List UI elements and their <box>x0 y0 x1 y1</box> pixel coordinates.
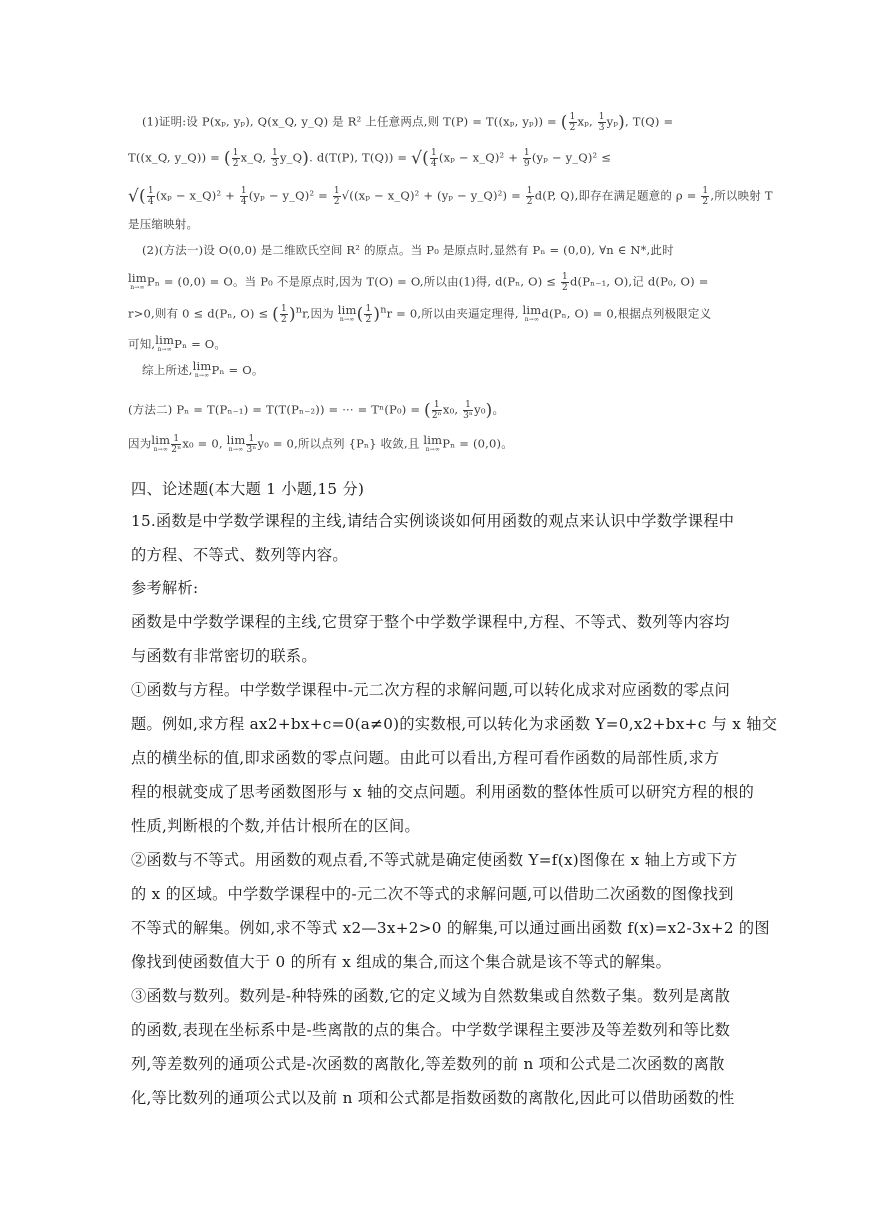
section-heading: 四、论述题(本大题 1 小题,15 分) <box>131 480 365 498</box>
answer-line: 的 x 的区域。中学数学课程中的-元二次不等式的求解问题,可以借助二次函数的图像找到 <box>131 885 734 903</box>
question-line-1: 15.函数是中学数学课程的主线,请结合实例谈谈如何用函数的观点来认识中学数学课程中 <box>131 512 735 530</box>
answer-line: 化,等比数列的通项公式以及前 n 项和公式都是指数函数的离散化,因此可以借助函数的性 <box>131 1089 735 1107</box>
answer-line: ①函数与方程。中学数学课程中-元二次方程的求解问题,可以转化成求对应函数的零点问 <box>131 681 731 699</box>
answer-line: ③函数与数列。数列是-种特殊的函数,它的定义域为自然数集或自然数子集。数列是离散 <box>131 987 731 1005</box>
answer-line: 与函数有非常密切的联系。 <box>131 647 317 665</box>
scan-line-7: r>0,则有 0 ≤ d(Pₙ, O) ≤ ( $\frac{1}{2}$ )$^n$r,因为 lim n→∞ ( $\frac{1}{2}$ )$^n$r = 0,所以由夹逼定理得, lim n→∞ d(Pₙ, O) = 0,根据点列极限定义 <box>128 302 712 325</box>
fraction: $\frac{1}{3}$ <box>598 112 605 133</box>
answer-line: 题。例如,求方程 ax2+bx+c=0(a≠0)的实数根,可以转化为求函数 Y=0,x2+bx+c 与 x 轴交 <box>131 715 778 733</box>
answer-line: 列,等差数列的通项公式是-次函数的离散化,等差数列的前 n 项和公式是二次函数的离散 <box>131 1055 725 1073</box>
fraction: $\frac{1}{2}$ <box>569 112 576 133</box>
scan-line-3: √( $\frac{1}{4}$ (xₚ − x_Q)² + $\frac{1}{4}$ (yₚ − y_Q)² = $\frac{1}{2}$ √((xₚ − x_Q)² + (yₚ − y_Q)²) = $\frac{1}{2}$ d(P, Q),即存在满足题意的 ρ = $\frac{1}{2}$ ,所以映射 T <box>128 186 773 207</box>
scan-text: (1)证明:设 P(xₚ, yₚ), Q(x_Q, y_Q) 是 R² 上任意两点,则 T(P) = T((xₚ, yₚ)) = <box>142 114 557 129</box>
scan-line-11: 因为 lim n→∞ $\frac{1}{\text{2ⁿ}}$ x₀ = 0, lim n→∞ $\frac{1}{\text{3ⁿ}}$ y₀ = 0,所以点列 {Pₙ} 收敛,且 lim n→∞ Pₙ = (0,0)。 <box>128 432 513 455</box>
scan-line-6: lim n→∞ Pₙ = (0,0) = O。当 P₀ 不是原点时,因为 T(O) = O,所以由(1)得, d(Pₙ, O) ≤ $\frac{1}{2}$ d(Pₙ₋₁, O),记 d(P₀, O) = <box>128 270 709 293</box>
answer-line: ②函数与不等式。用函数的观点看,不等式就是确定使函数 Y=f(x)图像在 x 轴上方或下方 <box>131 851 738 869</box>
answer-line: 性质,判断根的个数,并估计根所在的区间。 <box>131 817 421 835</box>
scan-line-10: (方法二) Pₙ = T(Pₙ₋₁) = T(T(Pₙ₋₂)) = ··· = Tⁿ(P₀) = ( $\frac{1}{\text{2ⁿ}}$ x₀, $\frac{1}{\text{3ⁿ}}$ y₀)。 <box>128 400 505 421</box>
reference-label: 参考解析: <box>131 579 199 597</box>
question-line-2: 的方程、不等式、数列等内容。 <box>131 546 348 564</box>
answer-line: 的函数,表现在坐标系中是-些离散的点的集合。中学数学课程主要涉及等差数列和等比数 <box>131 1021 731 1039</box>
scan-line-8: 可知, lim n→∞ Pₙ = O。 <box>128 333 227 353</box>
scanned-solution-image <box>128 104 773 470</box>
scan-line-5: (2)(方法一)设 O(0,0) 是二维欧氏空间 R² 的原点。当 P₀ 是原点时,显然有 Pₙ = (0,0), ∀n ∈ N*,此时 <box>142 243 674 257</box>
scan-line-2: T((x_Q, y_Q)) = ( $\frac{1}{2}$ x_Q, $\frac{1}{3}$ y_Q). d(T(P), T(Q)) = √( $\frac{1}{4}$ (xₚ − x_Q)² + $\frac{1}{9}$ (yₚ − y_Q)² ≤ <box>128 148 612 169</box>
scan-line-1: (1)证明:设 P(xₚ, yₚ), Q(x_Q, y_Q) 是 R² 上任意两点,则 T(P) = T((xₚ, yₚ)) = ( $\frac{1}{2}$ xₚ, $\frac{1}{3}$ yₚ), T(Q) = <box>142 112 674 133</box>
answer-line: 点的横坐标的值,即求函数的零点问题。由此可以看出,方程可看作函数的局部性质,求方 <box>131 749 720 767</box>
scan-line-9: 综上所述, lim n→∞ Pₙ = O。 <box>142 359 264 379</box>
answer-line: 函数是中学数学课程的主线,它贯穿于整个中学数学课程中,方程、不等式、数列等内容均 <box>131 613 730 631</box>
answer-line: 不等式的解集。例如,求不等式 x2—3x+2>0 的解集,可以通过画出函数 f(x)=x2-3x+2 的图 <box>131 919 770 937</box>
answer-line: 像找到使函数值大于 0 的所有 x 组成的集合,而这个集合就是该不等式的解集。 <box>131 953 672 971</box>
scan-line-4: 是压缩映射。 <box>128 217 199 231</box>
answer-line: 程的根就变成了思考函数图形与 x 轴的交点问题。利用函数的整体性质可以研究方程的根的 <box>131 783 755 801</box>
